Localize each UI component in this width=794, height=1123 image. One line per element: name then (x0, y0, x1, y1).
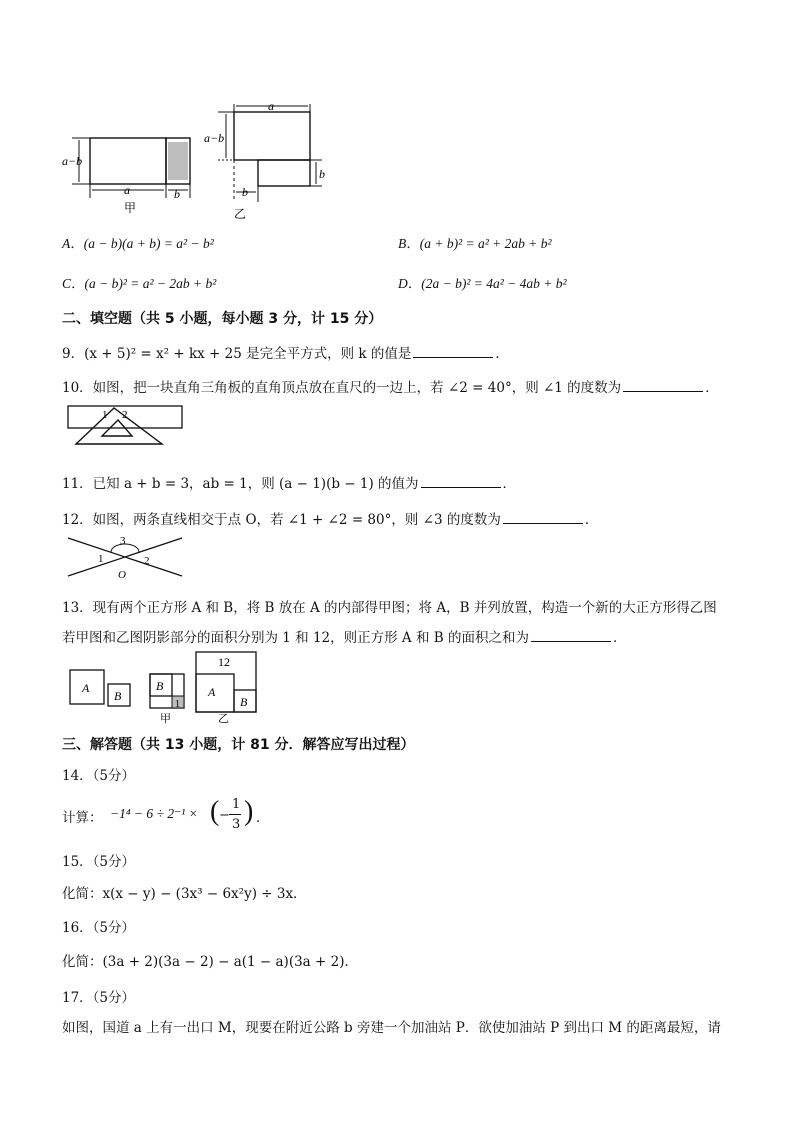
square-b-label: B (114, 689, 122, 703)
yi-caption: 乙 (234, 207, 247, 221)
option-d: D．(2a − b)² = 4a² − 4ab + b² (398, 276, 567, 291)
yi-shaded-label: 12 (218, 655, 230, 669)
ruler-angle-1-label: 1 (102, 409, 108, 421)
question-9: 9．(x + 5)² = x² + kx + 25 是完全平方式，则 k 的值是 ． (62, 346, 509, 362)
question-11: 11．已知 a + b = 3，ab = 1，则 (a − 1)(b − 1) 的值为 ． (62, 476, 517, 492)
question-13-line1: 13．现有两个正方形 A 和 B，将 B 放在 A 的内部得甲图；将 A，B 并列放置，构造一个新的大正方形得乙图 (62, 600, 717, 616)
ruler-angle-2-label: 2 (122, 409, 128, 421)
yi-right-label: b (319, 167, 325, 181)
question-12: 12．如图，两条直线相交于点 O，若 ∠1 + ∠2 = 80°，则 ∠3 的度数为 ． (62, 512, 599, 528)
yi-bottom-b-label: b (242, 185, 248, 199)
jia-bottom-a-label: a (124, 183, 130, 197)
option-a: A．(a − b)(a + b) = a² − b² (62, 236, 214, 251)
figure-intersecting-lines (66, 534, 184, 582)
lines-angle-1-label: 1 (98, 553, 104, 565)
question-14-expr: −1⁴ − 6 ÷ 2⁻¹ × (110, 806, 198, 821)
lines-angle-2-label: 2 (144, 555, 150, 567)
lines-point-o-label: O (118, 569, 126, 581)
question-15-head: 15．（5分） (62, 854, 136, 870)
question-13-text: 若甲图和乙图阴影部分的面积分别为 1 和 12，则正方形 A 和 B 的面积之和为 (62, 630, 529, 646)
yi-top-label: a (268, 99, 274, 113)
question-16-body: 化简：(3a + 2)(3a − 2) − a(1 − a)(3a + 2)． (62, 954, 358, 970)
question-13-line2: 若甲图和乙图阴影部分的面积分别为 1 和 12，则正方形 A 和 B 的面积之和为 ． (62, 630, 627, 646)
jia-square-b-label: B (156, 679, 164, 693)
answer-blank-13[interactable] (531, 629, 611, 642)
question-11-text: 11．已知 a + b = 3，ab = 1，则 (a − 1)(b − 1) 的值为 (62, 476, 419, 492)
lines-angle-3-label: 3 (120, 535, 126, 547)
section-answer-title: 三、解答题（共 13 小题，计 81 分．解答应写出过程） (62, 737, 415, 753)
question-10-text: 10．如图，把一块直角三角板的直角顶点放在直尺的一边上，若 ∠2 = 40°，则 ∠1 的度数为 (62, 380, 622, 396)
answer-blank-10[interactable] (623, 379, 703, 392)
question-14-fraction: ( (210, 796, 220, 827)
option-c: C．(a − b)² = a² − 2ab + b² (62, 276, 217, 291)
question-15-body: 化简：x(x − y) − (3x³ − 6x²y) ÷ 3x． (62, 886, 307, 902)
yi-square-b-label: B (240, 695, 248, 709)
question-14-head: 14．（5分） (62, 768, 136, 784)
question-16-head: 16．（5分） (62, 920, 136, 936)
answer-blank-12[interactable] (503, 511, 583, 524)
answer-blank-9[interactable] (413, 345, 493, 358)
yi-left-label: a−b (204, 131, 225, 145)
question-10: 10．如图，把一块直角三角板的直角顶点放在直尺的一边上，若 ∠2 = 40°，则 ∠1 的度数为 ． (62, 380, 719, 396)
section-fill-in-title: 二、填空题（共 5 小题，每小题 3 分，计 15 分） (62, 311, 383, 327)
figure-ruler-triangle (66, 404, 184, 450)
square-a-label: A (82, 681, 90, 695)
yi-square-a-label: A (208, 685, 216, 699)
squares-jia-caption: 甲 (160, 713, 171, 725)
jia-bottom-b-label: b (174, 187, 180, 201)
figure-yi-rectangles (204, 96, 344, 220)
question-17-head: 17．（5分） (62, 990, 136, 1006)
figure-squares (62, 650, 262, 724)
jia-caption: 甲 (124, 201, 137, 215)
answer-blank-11[interactable] (421, 475, 501, 488)
figure-jia-rectangle (62, 110, 202, 220)
jia-side-label: a−b (62, 154, 83, 168)
squares-yi-caption: 乙 (218, 713, 229, 725)
jia-shaded-label: 1 (175, 699, 180, 710)
question-9-text: 9．(x + 5)² = x² + kx + 25 是完全平方式，则 k 的值是 (62, 346, 412, 362)
question-17-body: 如图，国道 a 上有一出口 M，现要在附近公路 b 旁建一个加油站 P．欲使加油站 P 到出口 M 的距离最短，请 (62, 1020, 721, 1036)
question-12-text: 12．如图，两条直线相交于点 O，若 ∠1 + ∠2 = 80°，则 ∠3 的度数为 (62, 512, 501, 528)
option-b: B．(a + b)² = a² + 2ab + b² (398, 236, 552, 251)
